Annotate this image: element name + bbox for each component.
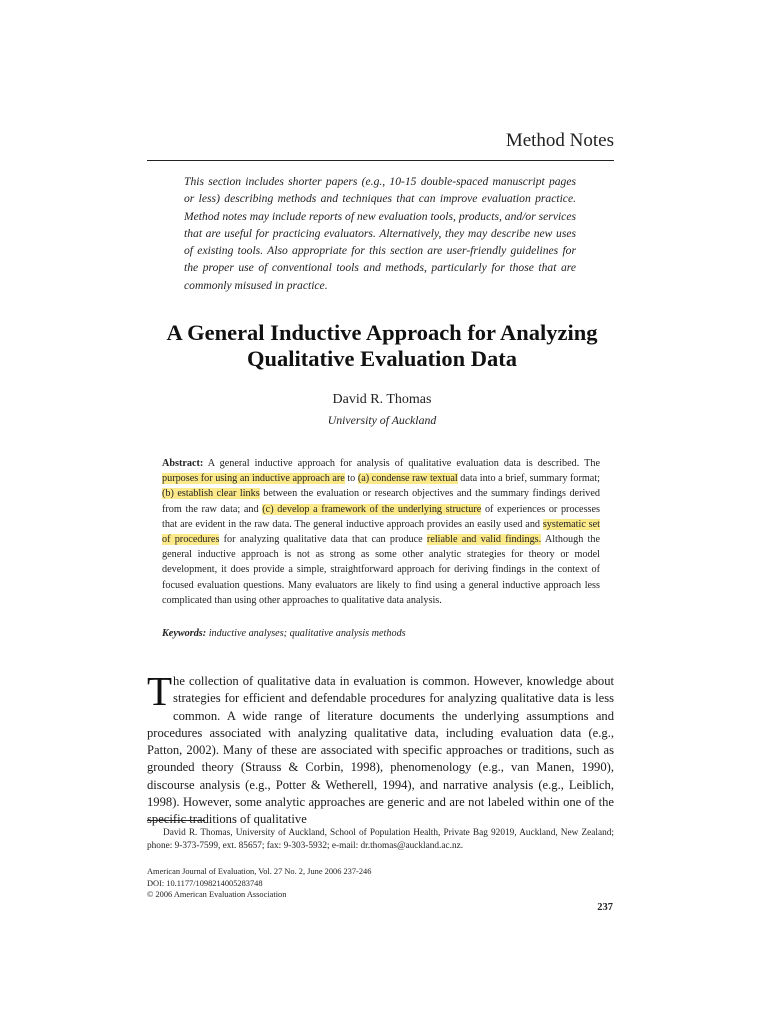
- copyright: © 2006 American Evaluation Association: [147, 890, 287, 900]
- article-author: David R. Thomas: [332, 392, 432, 407]
- highlight-framework: (c) develop a framework of the underlying structure: [262, 503, 482, 515]
- section-intro: This section includes shorter papers (e.g., 10-15 double-spaced manuscript pages or less) describing methods and techniques that can improve evaluation practice. Method notes may include reports of new evaluation tools, products, and/or services that are useful for practicing evaluators. Alternatively, they may describe new uses of existing tools. Also appropriate for this section are user-friendly guidelines for the proper use of conventional tools and methods, particularly for those that are commonly misused in practice.: [184, 175, 576, 292]
- journal-citation: American Journal of Evaluation, Vol. 27 No. 2, June 2006 237-246: [147, 867, 372, 876]
- keywords-text: inductive analyses; qualitative analysis methods: [206, 628, 406, 639]
- highlight-procedures: systematic set of procedures: [162, 518, 600, 546]
- footnote-rule: [147, 820, 205, 821]
- abstract-label: Abstract:: [162, 458, 204, 469]
- highlight-links: (b) establish clear links: [162, 488, 260, 500]
- author-footnote: David R. Thomas, University of Auckland, School of Population Health, Private Bag 92019, Auckland, New Zealand; phone: 9-373-7599, ext. 85657; fax: 9-303-5932; e-mail: dr.thomas@auckland.ac.nz.: [147, 828, 614, 852]
- abstract-text: to: [344, 473, 358, 485]
- page-number: 237: [597, 902, 613, 913]
- keywords-label: Keywords:: [162, 628, 207, 639]
- author-affiliation: University of Auckland: [327, 413, 437, 427]
- abstract-text: data into a brief, summary format;: [457, 473, 600, 485]
- citation-block: [147, 866, 547, 901]
- abstract-text: for analyzing qualitative data that can produce: [219, 534, 427, 546]
- body-paragraph: he collection of qualitative data in evaluation is common. However, knowledge about strategies for efficient and defendable procedures for analyzing qualitative data is less common. A wide range of literature documents the underlying assumptions and procedures associated with analyzing qualitative data, including evaluation data (e.g., Patton, 2002). Many of these are associated with specific approaches or traditions, such as grounded theory (Strauss & Corbin, 1998), phenomenology (e.g., van Manen, 1990), discourse analysis (e.g., Potter & Wetherell, 1994), and narrative analysis (e.g., Leiblich, 1998). However, some analytic approaches are generic and are not labeled within one of the specific traditions of qualitative: [147, 674, 614, 827]
- highlight-purposes: purposes for using an inductive approach are: [162, 473, 345, 485]
- article-title: A General Inductive Approach for Analyzing Qualitative Evaluation Data: [166, 320, 598, 371]
- header-rule: [147, 160, 614, 161]
- keywords: [162, 628, 600, 639]
- highlight-condense: (a) condense raw textual: [357, 473, 458, 485]
- drop-cap: T: [147, 668, 173, 714]
- abstract-text: between the evaluation or research objectives and the summary findings derived from the raw data; and: [162, 488, 600, 515]
- abstract: [162, 456, 600, 608]
- abstract-text: Although the general inductive approach is not as strong as some other analytic strategies for theory or model development, it does provide a simple, straightforward approach for deriving findings in the context of focused evaluation questions. Many evaluators are likely to find using a general inductive approach less complicated than using other approaches to qualitative data analysis.: [162, 534, 600, 606]
- highlight-findings: reliable and valid findings.: [426, 534, 542, 546]
- abstract-text: A general inductive approach for analysis of qualitative evaluation data is described. The: [203, 458, 600, 469]
- doi: DOI: 10.1177/1098214005283748: [147, 878, 263, 888]
- abstract-text: of experiences or processes that are evident in the raw data. The general inductive approach provides an easily used and: [162, 503, 600, 530]
- section-label: Method Notes: [505, 130, 614, 151]
- body-text: [147, 668, 614, 829]
